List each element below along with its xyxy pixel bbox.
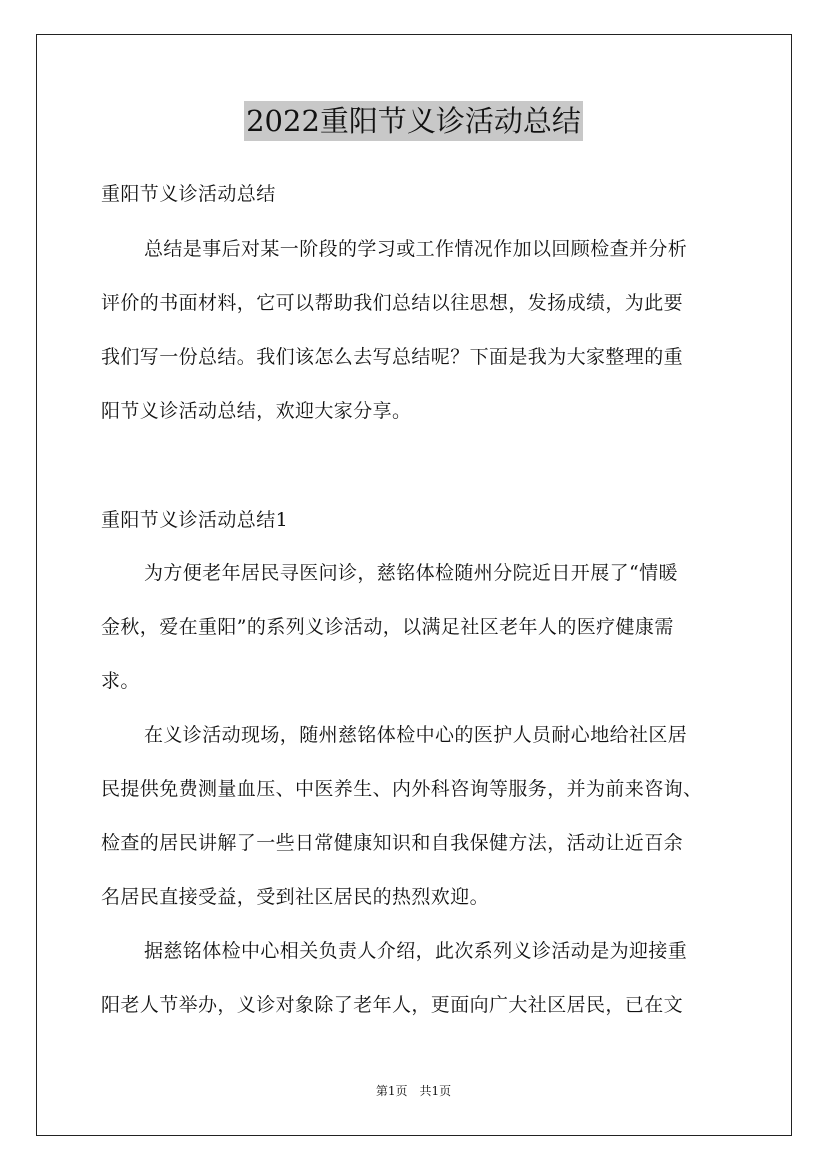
paragraph-line: 为方便老年居民寻医问诊，慈铭体检随州分院近日开展了“情暖: [144, 562, 678, 584]
paragraph-line: 民提供免费测量血压、中医养生、内外科咨询等服务，并为前来咨询、: [101, 778, 703, 800]
paragraph-line: 阳节义诊活动总结，欢迎大家分享。: [101, 400, 412, 422]
paragraph-line: 金秋，爱在重阳”的系列义诊活动，以满足社区老年人的医疗健康需: [101, 616, 674, 638]
paragraph-line: 总结是事后对某一阶段的学习或工作情况作加以回顾检查并分析: [144, 238, 688, 260]
paragraph-line: 评价的书面材料，它可以帮助我们总结以往思想，发扬成绩，为此要: [101, 292, 684, 314]
paragraph-line: 名居民直接受益，受到社区居民的热烈欢迎。: [101, 886, 490, 908]
paragraph-line: 在义诊活动现场，随州慈铭体检中心的医护人员耐心地给社区居: [144, 724, 688, 746]
section-heading: 重阳节义诊活动总结: [101, 183, 276, 205]
document-title: 2022重阳节义诊活动总结: [244, 101, 583, 141]
paragraph-line: 求。: [101, 670, 140, 692]
paragraph-line: 检查的居民讲解了一些日常健康知识和自我保健方法，活动让近百余: [101, 832, 684, 854]
section-heading: 重阳节义诊活动总结1: [101, 509, 289, 531]
paragraph-line: 我们写一份总结。我们该怎么去写总结呢？下面是我为大家整理的重: [101, 346, 684, 368]
page-footer: 第1页 共1页: [375, 1084, 452, 1098]
title-block: [0, 101, 827, 141]
paragraph-line: 据慈铭体检中心相关负责人介绍，此次系列义诊活动是为迎接重: [144, 940, 688, 962]
paragraph-line: 阳老人节举办，义诊对象除了老年人，更面向广大社区居民，已在文: [101, 994, 684, 1016]
